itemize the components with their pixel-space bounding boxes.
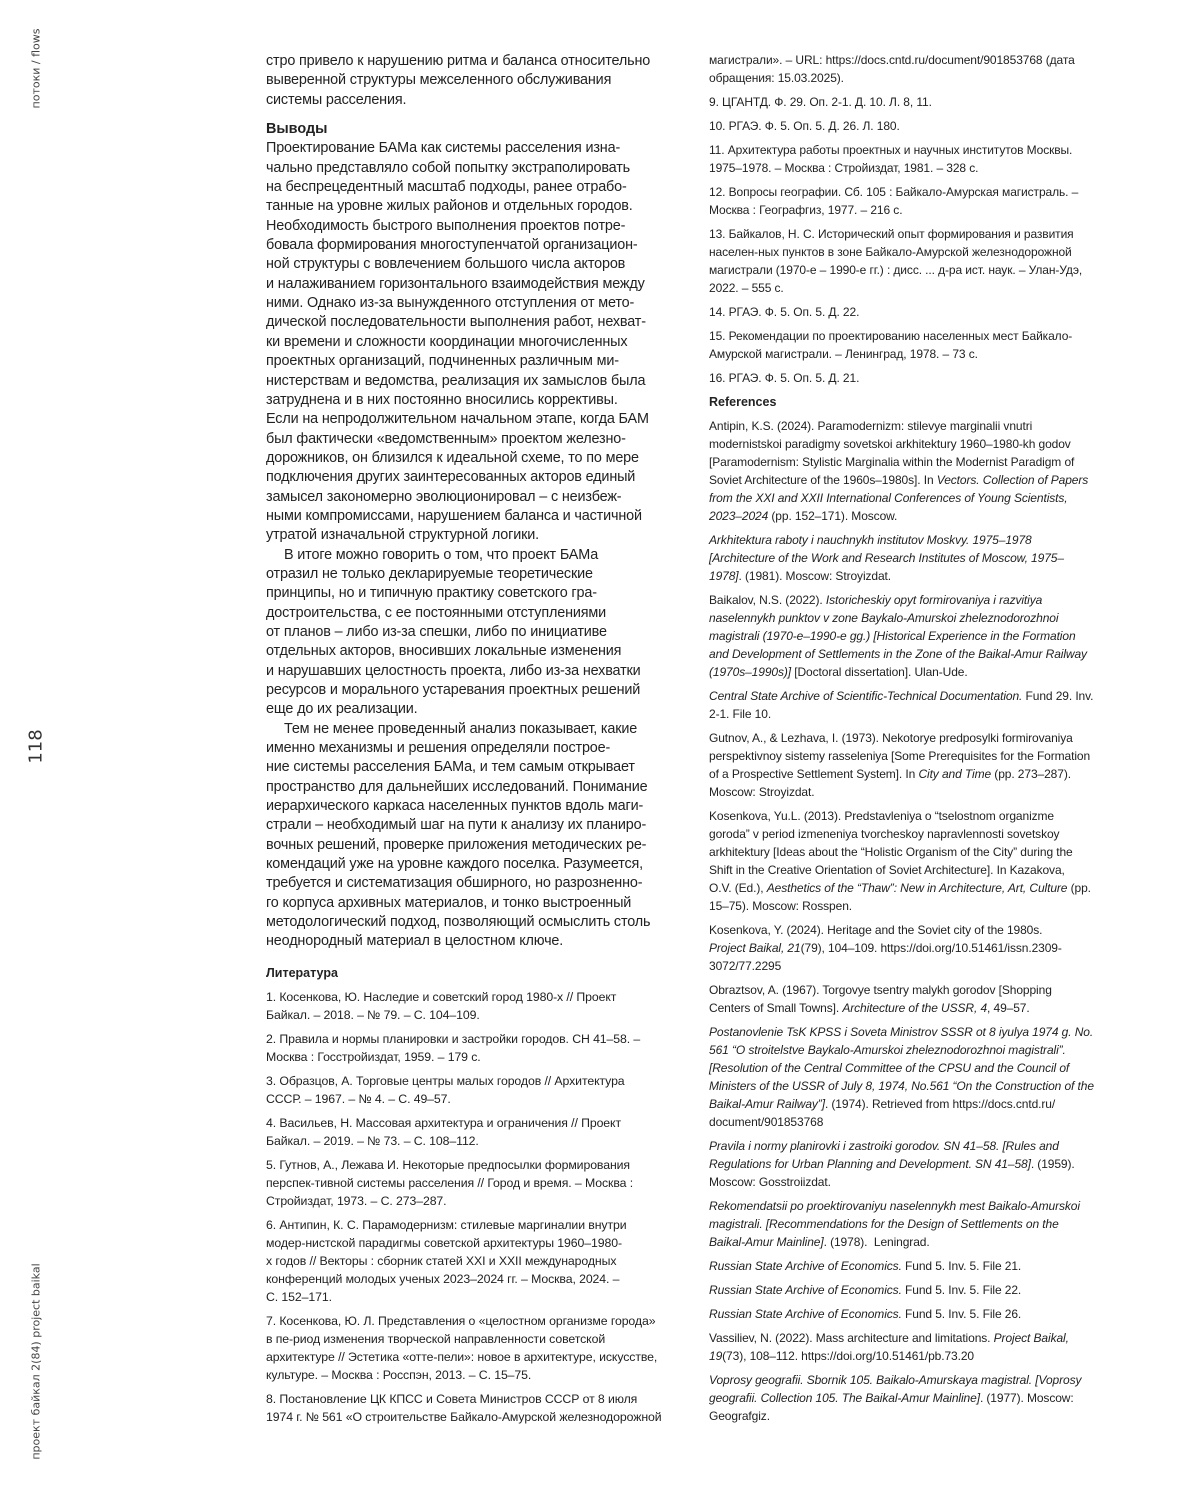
reference-text: Fund 29. Inv. 2-1. File 10.	[709, 689, 1093, 721]
reference-item	[709, 981, 1129, 1017]
reference-item	[709, 531, 1129, 585]
literature-item: 9. ЦГАНТД. Ф. 29. Оп. 2-1. Д. 10. Л. 8, 11.	[709, 93, 1129, 111]
reference-text: Obraztsov, A. (1967). Torgovye tsentry malykh gorodov [Shopping Centers of Small Towns].	[709, 983, 1052, 1015]
reference-italic-text: Aesthetics of the “Thaw”: New in Architecture, Art, Culture	[767, 881, 1068, 895]
reference-italic-text: Russian State Archive of Economics.	[709, 1307, 902, 1321]
reference-italic-text: Project Baikal, 21	[709, 941, 801, 955]
literature-item: 6. Антипин, К. С. Парамодернизм: стилевые маргиналии внутри модер-нистской парадигмы советской архитектуры 1960–1980- х годов // Векторы : сборник статей XXI и XXII международных конференций молодых ученых 2023–2024 гг. – Москва, 2024. – С. 152–171.	[266, 1216, 686, 1306]
literature-item-continued: магистрали». – URL: https://docs.cntd.ru/document/901853768 (дата обращения: 15.03.2025).	[709, 51, 1129, 87]
reference-italic-text: Russian State Archive of Economics.	[709, 1259, 902, 1273]
reference-italic-text: Rekomendatsii po proektirovaniyu naselennykh mest Baikalo-Amurskoi magistrali. [Recommendations for the Design of Settlements on the Baikal-Amur Mainline]	[709, 1199, 1080, 1249]
reference-italic-text: Pravila i normy planirovki i zastroiki gorodov. SN 41–58. [Rules and Regulations for Urban Planning and Development. SN 41–58]	[709, 1139, 1059, 1171]
reference-text: [Doctoral dissertation]. Ulan-Ude.	[791, 665, 968, 679]
literature-item: 16. РГАЭ. Ф. 5. Оп. 5. Д. 21.	[709, 369, 1129, 387]
reference-italic-text: Project Baikal, 19	[709, 1331, 1069, 1363]
literature-item: 2. Правила и нормы планировки и застройки городов. СН 41–58. – Москва : Госстройиздат, 1959. – 179 с.	[266, 1030, 686, 1066]
reference-italic-text: Architecture of the USSR, 4	[842, 1001, 987, 1015]
reference-item	[709, 1305, 1129, 1323]
reference-italic-text: Central State Archive of Scientific-Technical Documentation.	[709, 689, 1022, 703]
reference-text: Vassiliev, N. (2022). Mass architecture and limitations.	[709, 1331, 994, 1345]
reference-item	[709, 1197, 1129, 1251]
reference-item	[709, 417, 1129, 525]
reference-item	[709, 729, 1129, 801]
page-number: 118	[26, 729, 47, 763]
reference-text: Antipin, K.S. (2024). Paramodernizm: stilevye marginalii vnutri modernistskoi paradigmy sovetskoi arkhitektury 1960–1980-kh godov [Paramodernism: Stylistic Marginalia within the Modernist Paradigm of Soviet Architecture of the 1960s–1980s]. In	[709, 419, 1074, 487]
reference-text: Fund 5. Inv. 5. File 21.	[902, 1259, 1021, 1273]
reference-italic-text: Istoricheskiy opyt formirovaniya i razvitiya naselennykh punktov v zone Baykalo-Amurskoi zheleznodorozhnoi magistrali (1970-e–1990-e gg.) [Historical Experience in the Formation and Development of Settlements in the Zone of the Baikal-Amur Railway (1970s–1990s)]	[709, 593, 1087, 679]
literature-heading: Литература	[266, 964, 686, 982]
reference-text: Kosenkova, Yu.L. (2013). Predstavleniya o “tselostnom organizme goroda” v period izmeneniya tvorcheskoy napravlennosti sovetskoy arkhitektury [Ideas about the “Holistic Organism of the City” during the Shift in the Creative Orientation of Soviet Architecture]. In Kazakova, O.V. (Ed.),	[709, 809, 1073, 895]
literature-item: 8. Постановление ЦК КПСС и Совета Министров СССР от 8 июля 1974 г. № 561 «О строительстве Байкало-Амурской железнодорожной	[266, 1390, 686, 1426]
literature-list	[266, 988, 686, 1426]
paragraph: В итоге можно говорить о том, что проект БАМа отразил не только декларируемые теоретические принципы, но и типичную практику советского гра- достроительства, с ее постоянными отступлениями от планов – либо из-за спешки, либо по инициативе отдельных акторов, вносивших локальные изменения и нарушавших целостность проекта, либо из-за нехватки ресурсов и морального устаревания проектных решений еще до их реализации.	[266, 546, 686, 720]
reference-text: Fund 5. Inv. 5. File 22.	[902, 1283, 1021, 1297]
reference-item	[709, 921, 1129, 975]
reference-item	[709, 1023, 1129, 1131]
reference-italic-text: Vectors. Collection of Papers from the XXI and XXII International Conferences of Young Scientists, 2023–2024	[709, 473, 1088, 523]
intro-paragraph: стро привело к нарушению ритма и баланса относительно выверенной структуры межселенного обслуживания системы расселения.	[266, 52, 686, 110]
references-list	[709, 417, 1129, 1425]
reference-text: . (1977). Moscow: Geografgiz.	[709, 1391, 1074, 1423]
reference-item	[709, 591, 1129, 681]
reference-text: (79), 104–109. https://doi.org/10.51461/issn.2309- 3072/77.2295	[709, 941, 1062, 973]
reference-text: . (1978). Leningrad.	[824, 1235, 930, 1249]
reference-item	[709, 1371, 1129, 1425]
reference-text: . (1959). Moscow: Gosstroiizdat.	[709, 1157, 1075, 1189]
literature-item: 1. Косенкова, Ю. Наследие и советский город 1980-х // Проект Байкал. – 2018. – № 79. – С. 104–109.	[266, 988, 686, 1024]
reference-text: . (1981). Moscow: Stroyizdat.	[739, 569, 892, 583]
conclusions-heading: Выводы	[266, 120, 686, 139]
literature-item: 3. Образцов, А. Торговые центры малых городов // Архитектура СССР. – 1967. – № 4. – С. 49–57.	[266, 1072, 686, 1108]
paragraph: Проектирование БАМа как системы расселения изна- чально представляло собой попытку экстраполировать на беспрецедентный масштаб подходы, ранее отрабо- танные на уровне жилых районов и отдельных городов. Необходимость быстрого выполнения проектов потре- бовала формирования многоступенчатой организацион- ной структуры с вовлечением большого числа акторов и налаживанием горизонтального взаимодействия между ними. Однако из-за вынужденного отступления от мето- дической последовательности выполнения работ, нехват- ки времени и сложности координации многочисленных проектных организаций, подчиненных различным ми- нистерствам и ведомства, реализация их замыслов была затруднена и в них постоянно вносились коррективы. Если на непродолжительном начальном этапе, когда БАМ был фактически «ведомственным» проектом железно- дорожников, он близился к идеальной схеме, то по мере подключения других заинтересованных акторов единый замысел закономерно эволюционировал – с неизбеж- ными компромиссами, нарушением баланса и частичной утратой изначальной структурной логики.	[266, 139, 686, 545]
paragraph: Тем не менее проведенный анализ показывает, какие именно механизмы и решения определяли построе- ние системы расселения БАМа, и тем самым открывает пространство для дальнейших исследований. Понимание иерархического каркаса населенных пунктов вдоль маги- страли – необходимый шаг на пути к анализу их планиро- вочных решений, проверке приложения методических ре- комендаций уже на уровне каждого поселка. Разумеется, требуется и систематизация обширного, но разрозненно- го корпуса архивных материалов, и тонко выстроенный методологический подход, позволяющий осмыслить столь неоднородный материал в целостном ключе.	[266, 720, 686, 952]
literature-item: 12. Вопросы географии. Сб. 105 : Байкало-Амурская магистраль. – Москва : Географгиз, 1977. – 216 с.	[709, 183, 1129, 219]
reference-item	[709, 1329, 1129, 1365]
reference-item	[709, 807, 1129, 915]
literature-item: 4. Васильев, Н. Массовая архитектура и ограничения // Проект Байкал. – 2019. – № 73. – С. 108–112.	[266, 1114, 686, 1150]
reference-italic-text: Russian State Archive of Economics.	[709, 1283, 902, 1297]
literature-item: 10. РГАЭ. Ф. 5. Оп. 5. Д. 26. Л. 180.	[709, 117, 1129, 135]
reference-italic-text: Arkhitektura raboty i nauchnykh institutov Moskvy. 1975–1978 [Architecture of the Work and Research Institutes of Moscow, 1975– 1978]	[709, 533, 1064, 583]
reference-italic-text: Postanovlenie TsK KPSS i Soveta Ministrov SSSR ot 8 iyulya 1974 g. No. 561 “O stroitelstve Baykalo-Amurskoi zheleznodorozhnoi magistrali”. [Resolution of the Central Committee of the CPSU and the Council of Ministers of the USSR of July 8, 1974, No.561 “On the Construction of the Baikal-Amur Railway”]	[709, 1025, 1094, 1111]
reference-item	[709, 1281, 1129, 1299]
reference-item	[709, 687, 1129, 723]
reference-text: Baikalov, N.S. (2022).	[709, 593, 826, 607]
reference-text: Fund 5. Inv. 5. File 26.	[902, 1307, 1021, 1321]
reference-text: Gutnov, A., & Lezhava, I. (1973). Nekotorye predposylki formirovaniya perspektivnoy sistemy rasseleniya [Some Prerequisites for the Formation of a Prospective Settlement System]. In	[709, 731, 1090, 781]
literature-item: 15. Рекомендации по проектированию населенных мест Байкало- Амурской магистрали. – Ленинград, 1978. – 73 с.	[709, 327, 1129, 363]
reference-text: (pp. 152–171). Moscow.	[768, 509, 897, 523]
reference-text: . (1974). Retrieved from https://docs.cntd.ru/ document/901853768	[709, 1097, 1055, 1129]
literature-item: 7. Косенкова, Ю. Л. Представления о «целостном организме города» в пе-риод изменения творческой направленности советской архитектуре // Эстетика «отте-пели»: новое в архитектуре, искусстве, культуре. – Москва : Росспэн, 2013. – С. 15–75.	[266, 1312, 686, 1384]
left-column	[266, 52, 686, 1432]
article-body	[266, 52, 686, 952]
journal-label: проект байкал 2(84) project baikal	[30, 1263, 43, 1459]
reference-text: (73), 108–112. https://doi.org/10.51461/pb.73.20	[722, 1349, 974, 1363]
literature-item: 14. РГАЭ. Ф. 5. Оп. 5. Д. 22.	[709, 303, 1129, 321]
reference-item	[709, 1137, 1129, 1191]
literature-item: 11. Архитектура работы проектных и научных институтов Москвы. 1975–1978. – Москва : Стройиздат, 1981. – 328 с.	[709, 141, 1129, 177]
reference-text: (pp. 15–75). Moscow: Rosspen.	[709, 881, 1091, 913]
reference-text: (pp. 273–287). Moscow: Stroyizdat.	[709, 767, 1071, 799]
reference-text: , 49–57.	[987, 1001, 1030, 1015]
section-label: потоки / flows	[30, 29, 43, 109]
reference-italic-text: City and Time	[918, 767, 991, 781]
right-column	[709, 51, 1129, 1431]
reference-italic-text: Voprosy geografii. Sbornik 105. Baikalo-Amurskaya magistral. [Voprosy geografii. Collection 105. The Baikal-Amur Mainline]	[709, 1373, 1081, 1405]
references-heading: References	[709, 393, 1129, 411]
literature-item: 5. Гутнов, А., Лежава И. Некоторые предпосылки формирования перспек-тивной системы расселения // Город и время. – Москва : Стройиздат, 1973. – С. 273–287.	[266, 1156, 686, 1210]
reference-item	[709, 1257, 1129, 1275]
reference-text: Kosenkova, Y. (2024). Heritage and the Soviet city of the 1980s.	[709, 923, 1042, 937]
literature-item: 13. Байкалов, Н. С. Исторический опыт формирования и развития населен-ных пунктов в зоне Байкало-Амурской железнодорожной магистрали (1970-е – 1990-е гг.) : дисс. ... д-ра ист. наук. – Улан-Удэ, 2022. – 555 с.	[709, 225, 1129, 297]
